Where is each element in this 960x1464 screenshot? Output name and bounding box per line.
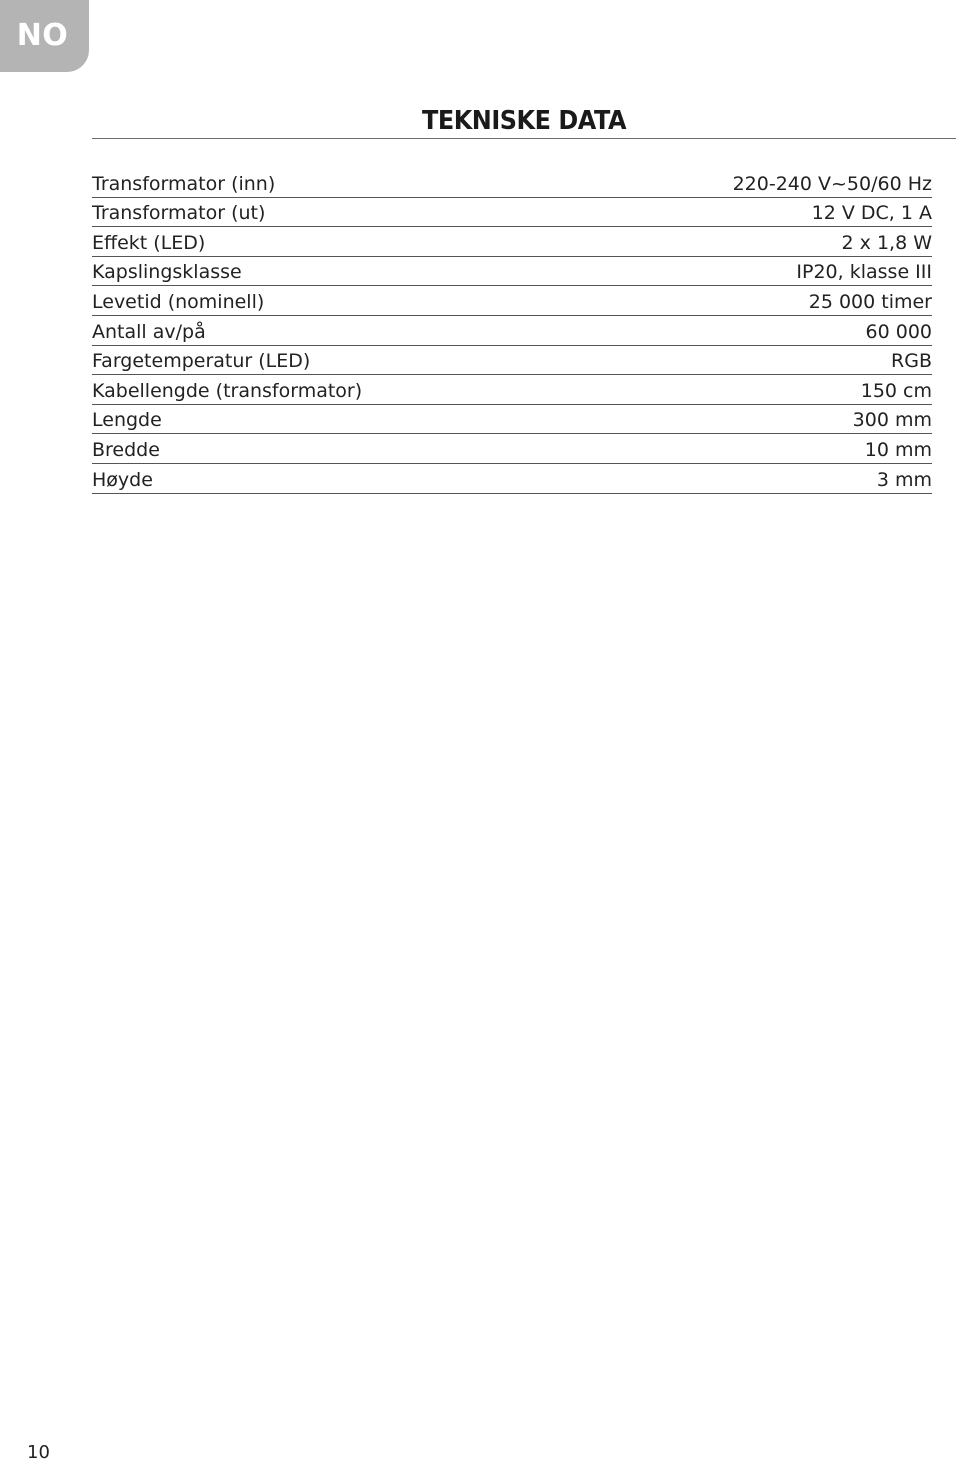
table-row	[92, 168, 932, 197]
table-row	[92, 345, 932, 375]
spec-label: Transformator (inn)	[92, 168, 575, 197]
spec-value: 12 V DC, 1 A	[575, 197, 932, 227]
spec-value: 300 mm	[575, 404, 932, 434]
spec-label: Levetid (nominell)	[92, 286, 575, 316]
table-row	[92, 434, 932, 464]
spec-label: Kabellengde (transformator)	[92, 375, 575, 405]
spec-value: 220-240 V~50/60 Hz	[575, 168, 932, 197]
spec-label: Bredde	[92, 434, 575, 464]
spec-label: Transformator (ut)	[92, 197, 575, 227]
spec-value: IP20, klasse III	[575, 256, 932, 286]
spec-value: 60 000	[575, 315, 932, 345]
page-title: TEKNISKE DATA	[421, 106, 627, 136]
spec-value: RGB	[575, 345, 932, 375]
spec-label: Kapslingsklasse	[92, 256, 575, 286]
spec-value: 150 cm	[575, 375, 932, 405]
spec-value: 25 000 timer	[575, 286, 932, 316]
spec-label: Lengde	[92, 404, 575, 434]
spec-value: 2 x 1,8 W	[575, 227, 932, 257]
spec-label: Effekt (LED)	[92, 227, 575, 257]
spec-label: Høyde	[92, 463, 575, 493]
spec-label: Antall av/på	[92, 315, 575, 345]
table-row	[92, 375, 932, 405]
page-number: 10	[27, 1442, 50, 1463]
spec-table	[92, 168, 932, 494]
title-divider	[92, 138, 956, 139]
table-row	[92, 404, 932, 434]
table-row	[92, 315, 932, 345]
table-row	[92, 256, 932, 286]
spec-value: 10 mm	[575, 434, 932, 464]
spec-label: Fargetemperatur (LED)	[92, 345, 575, 375]
table-row	[92, 463, 932, 493]
spec-value: 3 mm	[575, 463, 932, 493]
table-row	[92, 286, 932, 316]
table-row	[92, 197, 932, 227]
language-tab: NO	[0, 0, 89, 72]
table-row	[92, 227, 932, 257]
